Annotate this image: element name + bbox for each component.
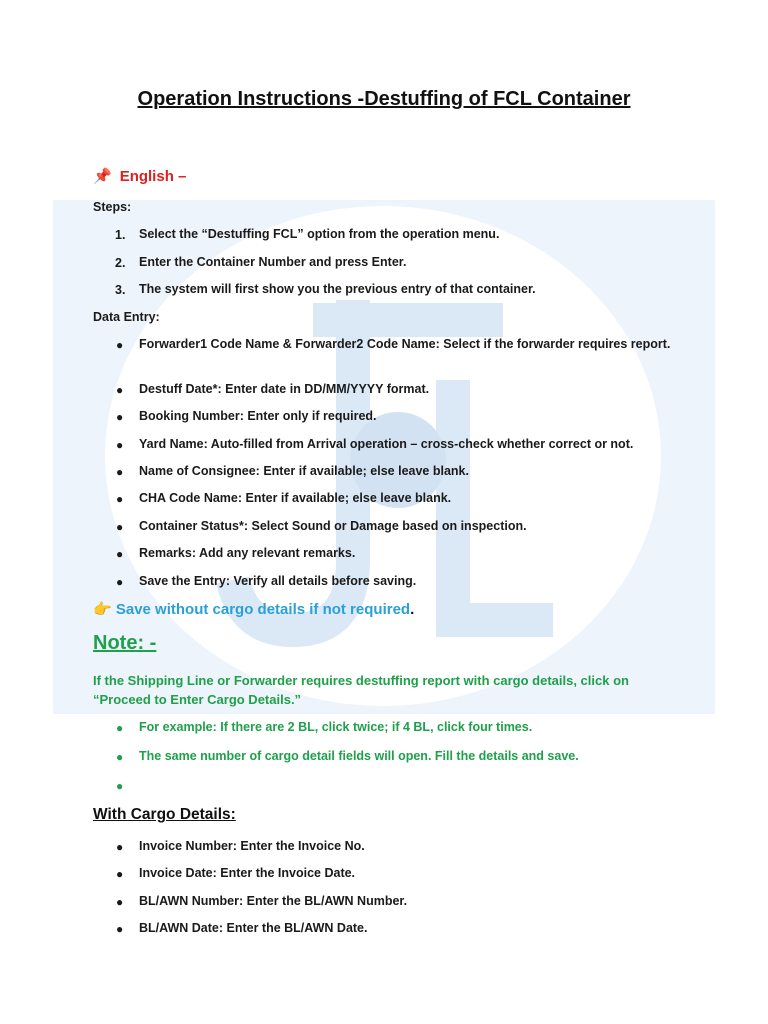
bullet: ● bbox=[116, 840, 124, 854]
bullet: ● bbox=[116, 779, 124, 793]
bullet: ● bbox=[116, 547, 124, 561]
step-text: The system will first show you the previous entry of that container. bbox=[139, 282, 536, 296]
cargo-item: BL/AWN Date: Enter the BL/AWN Date. bbox=[139, 921, 368, 935]
bullet: ● bbox=[116, 520, 124, 534]
cargo-item: BL/AWN Number: Enter the BL/AWN Number. bbox=[139, 894, 408, 908]
data-entry-label: Data Entry: bbox=[93, 310, 160, 324]
language-label: English – bbox=[119, 168, 187, 185]
page-title: Operation Instructions -Destuffing of FCL Container bbox=[137, 88, 631, 110]
data-entry-item: Yard Name: Auto-filled from Arrival operation – cross-check whether correct or not. bbox=[139, 437, 634, 451]
step-number: 1. bbox=[115, 228, 126, 242]
save-note-end: . bbox=[410, 601, 415, 618]
cargo-item: Invoice Number: Enter the Invoice No. bbox=[139, 839, 365, 853]
data-entry-item: CHA Code Name: Enter if available; else leave blank. bbox=[139, 491, 452, 505]
data-entry-item: Destuff Date*: Enter date in DD/MM/YYYY format. bbox=[139, 382, 430, 396]
bullet: ● bbox=[116, 465, 124, 479]
data-entry-item: Remarks: Add any relevant remarks. bbox=[139, 546, 356, 560]
steps-label: Steps: bbox=[93, 200, 132, 214]
bullet: ● bbox=[116, 438, 124, 452]
step-text: Select the “Destuffing FCL” option from the operation menu. bbox=[139, 227, 500, 241]
data-entry-item: Forwarder1 Code Name & Forwarder2 Code Name: Select if the forwarder requires report. bbox=[139, 337, 671, 351]
save-note-text: Save without cargo details if not required bbox=[115, 601, 411, 618]
note-body: If the Shipping Line or Forwarder requires destuffing report with cargo details, click on “Proceed to Enter Cargo Details.” bbox=[93, 673, 629, 707]
data-entry-item: Booking Number: Enter only if required. bbox=[139, 409, 377, 423]
bullet: ● bbox=[116, 721, 124, 735]
bullet: ● bbox=[116, 410, 124, 424]
bullet: ● bbox=[116, 750, 124, 764]
note-item: For example: If there are 2 BL, click twice; if 4 BL, click four times. bbox=[139, 720, 533, 734]
bullet: ● bbox=[116, 338, 124, 352]
data-entry-item: Container Status*: Select Sound or Damage based on inspection. bbox=[139, 519, 527, 533]
data-entry-item: Save the Entry: Verify all details before saving. bbox=[139, 574, 417, 588]
bullet: ● bbox=[116, 492, 124, 506]
bullet: ● bbox=[116, 575, 124, 589]
cargo-details-heading: With Cargo Details: bbox=[93, 806, 236, 823]
cargo-item: Invoice Date: Enter the Invoice Date. bbox=[139, 866, 356, 880]
pointing-hand-icon: 👉 bbox=[93, 601, 112, 618]
bullet: ● bbox=[116, 922, 124, 936]
data-entry-item: Name of Consignee: Enter if available; else leave blank. bbox=[139, 464, 469, 478]
note-heading: Note: - bbox=[93, 632, 157, 654]
bullet: ● bbox=[116, 383, 124, 397]
bullet: ● bbox=[116, 895, 124, 909]
note-item: The same number of cargo detail fields will open. Fill the details and save. bbox=[139, 749, 579, 763]
pushpin-icon: 📌 bbox=[93, 168, 112, 185]
step-number: 2. bbox=[115, 256, 126, 270]
step-text: Enter the Container Number and press Enter. bbox=[139, 255, 407, 269]
bullet: ● bbox=[116, 867, 124, 881]
step-number: 3. bbox=[115, 283, 126, 297]
save-without-cargo-note bbox=[93, 600, 414, 618]
language-heading bbox=[93, 167, 186, 185]
